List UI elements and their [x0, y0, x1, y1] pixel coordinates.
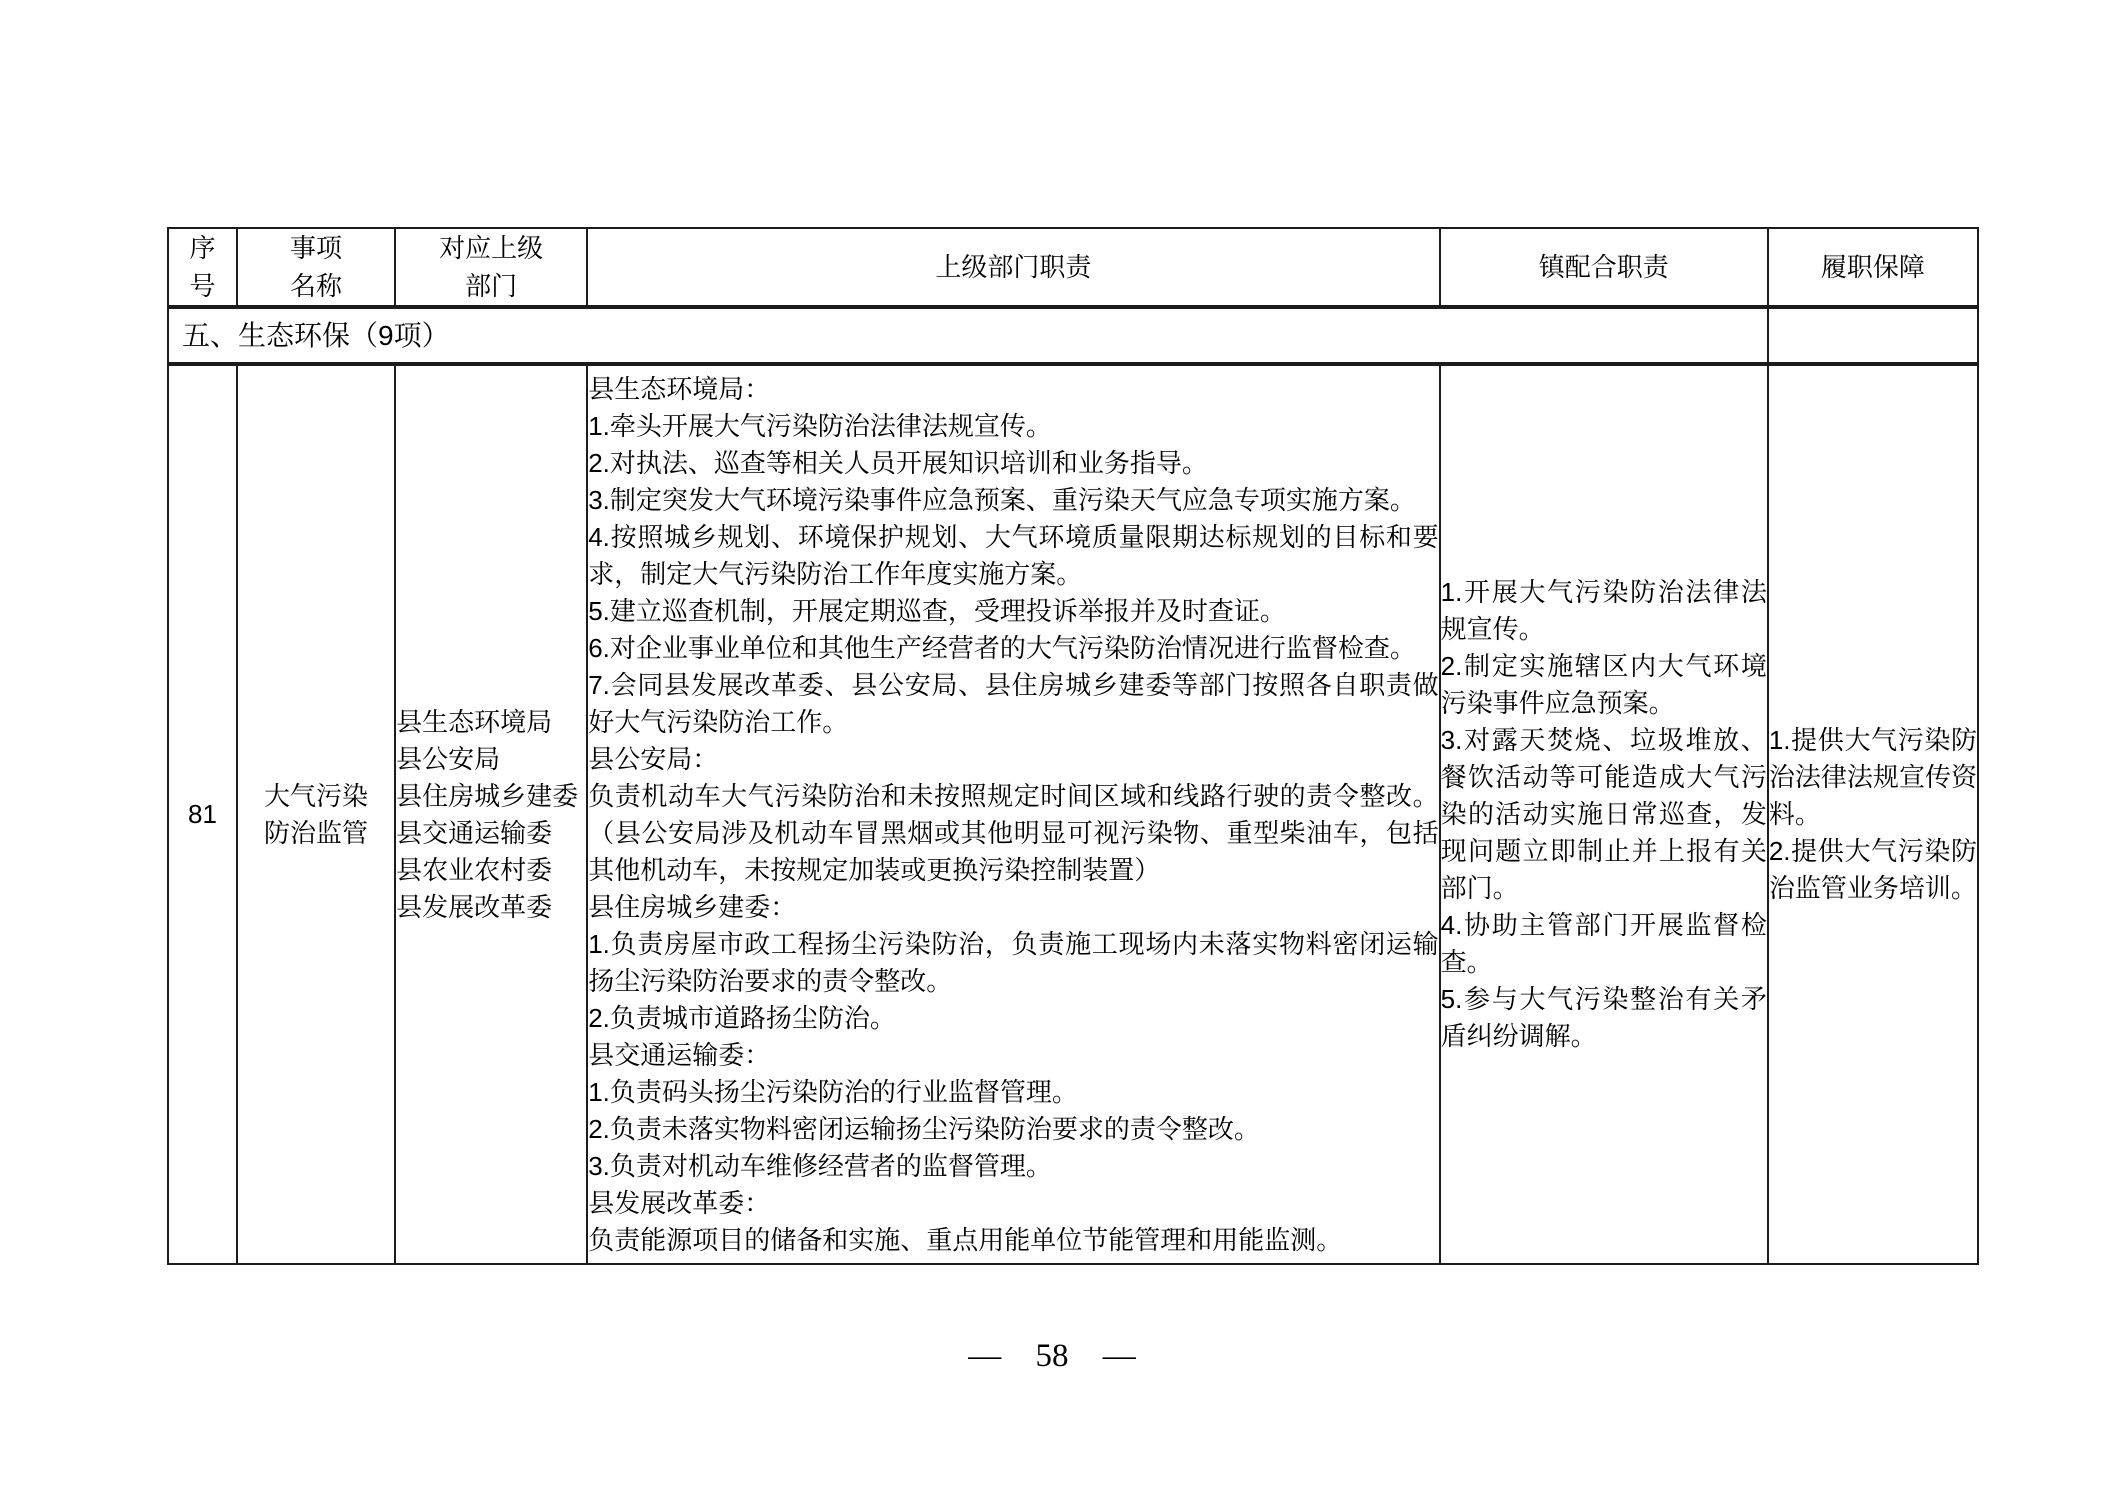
- superior-duty-paragraph: 4.按照城乡规划、环境保护规划、大气环境质量限期达标规划的目标和要求，制定大气污染防治工作年度实施方案。: [588, 521, 1439, 589]
- header-label-town-duty: 镇配合职责: [1538, 252, 1669, 282]
- superior-department: 县农业农村委: [396, 854, 553, 885]
- superior-department: 县公安局: [396, 743, 501, 774]
- row-seq: 81: [188, 799, 217, 829]
- superior-duty-paragraph: 6.对企业事业单位和其他生产经营者的大气污染防治情况进行监督检查。: [588, 632, 1416, 663]
- table-row: [168, 364, 1978, 1264]
- superior-department-list: [396, 704, 586, 926]
- superior-duty-paragraph: 负责机动车大气污染防治和未按照规定时间区域和线路行驶的责令整改。（县公安局涉及机动车冒黑烟或其他明显可视污染物、重型柴油车，包括其他机动车，未按规定加装或更换污染控制装置）: [588, 780, 1439, 885]
- section-row: [168, 307, 1978, 364]
- header-label-guarantee: 履职保障: [1820, 252, 1925, 282]
- section-title-cell: [168, 307, 1768, 364]
- superior-duty-paragraph: 1.牵头开展大气污染防治法律法规宣传。: [588, 410, 1052, 441]
- superior-duty-paragraph: 1.负责码头扬尘污染防治的行业监督管理。: [588, 1076, 1078, 1107]
- superior-department: 县生态环境局: [396, 706, 553, 737]
- header-cell-item: [237, 228, 395, 307]
- superior-duty-paragraph: 县住房城乡建委：: [588, 891, 797, 922]
- superior-duty-list: [588, 371, 1438, 1259]
- guarantee-paragraph: 2.提供大气污染防治监管业务培训。: [1768, 836, 1977, 903]
- superior-duty-paragraph: 负责能源项目的储备和实施、重点用能单位节能管理和用能监测。: [588, 1224, 1343, 1255]
- town-duty-paragraph: 2.制定实施辖区内大气环境污染事件应急预案。: [1440, 651, 1767, 718]
- page-number: — 58 —: [968, 1338, 1136, 1374]
- row-superior-duty-cell: [587, 364, 1439, 1264]
- superior-duty-paragraph: 3.负责对机动车维修经营者的监督管理。: [588, 1150, 1052, 1181]
- superior-duty-paragraph: 2.负责城市道路扬尘防治。: [588, 1002, 896, 1033]
- section-empty-cell: [1768, 307, 1978, 364]
- duty-table: [167, 227, 1979, 1265]
- header-label-superior-dept: 对应上级部门: [439, 233, 544, 301]
- superior-duty-paragraph: 2.对执法、巡查等相关人员开展知识培训和业务指导。: [588, 447, 1208, 478]
- guarantee-paragraph: 1.提供大气污染防治法律法规宣传资料。: [1768, 725, 1977, 829]
- superior-duty-paragraph: 3.制定突发大气环境污染事件应急预案、重污染天气应急专项实施方案。: [588, 484, 1416, 515]
- row-town-duty-cell: [1440, 364, 1768, 1264]
- guarantee-list: [1769, 722, 1977, 907]
- header-label-item: 事项名称: [290, 233, 343, 301]
- superior-duty-paragraph: 5.建立巡查机制，开展定期巡查，受理投诉举报并及时查证。: [588, 595, 1286, 626]
- row-guarantee-cell: [1768, 364, 1978, 1264]
- header-label-seq: 序号: [189, 233, 216, 301]
- superior-duty-paragraph: 7.会同县发展改革委、县公安局、县住房城乡建委等部门按照各自职责做好大气污染防治工作。: [588, 669, 1439, 737]
- superior-duty-paragraph: 县交通运输委：: [588, 1039, 771, 1070]
- header-cell-seq: [168, 228, 237, 307]
- row-item-cell: [237, 364, 395, 1264]
- superior-duty-paragraph: 1.负责房屋市政工程扬尘污染防治，负责施工现场内未落实物料密闭运输扬尘污染防治要求的责令整改。: [588, 928, 1439, 996]
- town-duty-paragraph: 3.对露天焚烧、垃圾堆放、餐饮活动等可能造成大气污染的活动实施日常巡查，发现问题立即制止并上报有关部门。: [1440, 725, 1767, 903]
- header-cell-superior-dept: [395, 228, 587, 307]
- superior-department: 县交通运输委: [396, 817, 553, 848]
- superior-duty-paragraph: 2.负责未落实物料密闭运输扬尘污染防治要求的责令整改。: [588, 1113, 1260, 1144]
- table-header-row: [168, 228, 1978, 307]
- row-superior-dept-cell: [395, 364, 587, 1264]
- superior-duty-paragraph: 县发展改革委：: [588, 1187, 771, 1218]
- town-duty-paragraph: 1.开展大气污染防治法律法规宣传。: [1440, 577, 1767, 644]
- town-duty-list: [1441, 574, 1767, 1055]
- row-item-name: 大气污染防治监管: [264, 780, 369, 848]
- town-duty-paragraph: 5.参与大气污染整治有关矛盾纠纷调解。: [1440, 984, 1767, 1051]
- header-cell-guarantee: [1768, 228, 1978, 307]
- superior-duty-paragraph: 县生态环境局：: [588, 373, 771, 404]
- row-seq-cell: [168, 364, 237, 1264]
- header-label-superior-duty: 上级部门职责: [935, 252, 1092, 282]
- superior-duty-paragraph: 县公安局：: [588, 743, 719, 774]
- superior-department: 县发展改革委: [396, 891, 553, 922]
- section-title: 五、生态环保（9项）: [182, 320, 450, 351]
- superior-department: 县住房城乡建委: [396, 780, 579, 811]
- town-duty-paragraph: 4.协助主管部门开展监督检查。: [1440, 910, 1767, 977]
- header-cell-town-duty: [1440, 228, 1768, 307]
- header-cell-superior-duty: [587, 228, 1439, 307]
